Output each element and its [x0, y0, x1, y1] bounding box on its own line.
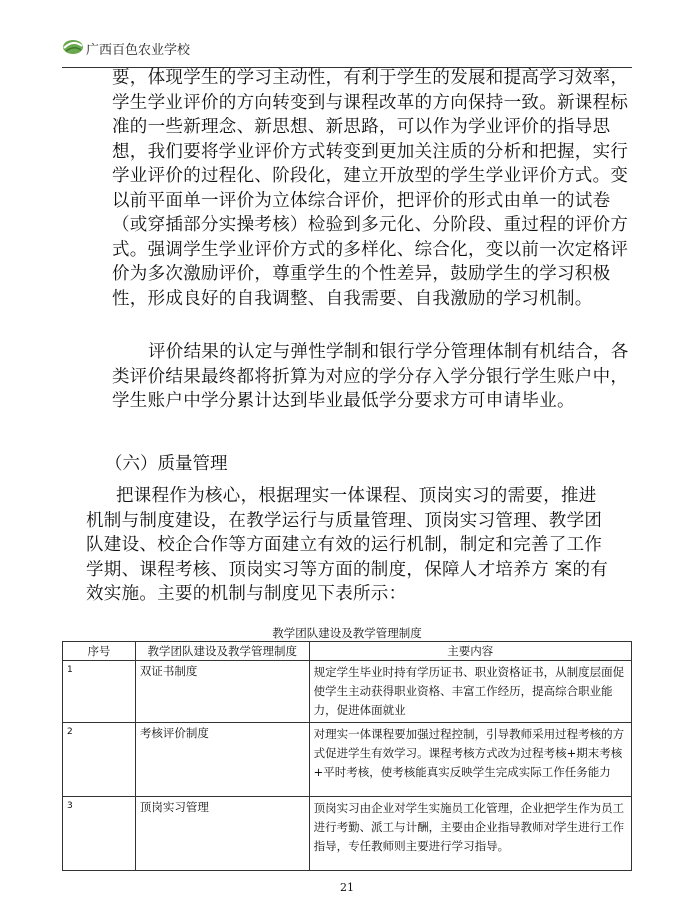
header-system: 教学团队建设及教学管理制度 [135, 642, 309, 661]
school-logo-icon [62, 37, 84, 55]
row-content: 规定学生毕业时持有学历证书、职业资格证书，从制度层面促使学生主动获得职业资格、丰富工作经历，提高综合职业能力，促进体面就业 [309, 661, 631, 723]
page-number: 21 [340, 881, 354, 894]
row-index: 1 [63, 661, 136, 723]
page-header [62, 35, 632, 68]
row-system-name: 顶岗实习管理 [135, 797, 309, 871]
row-index: 2 [63, 723, 136, 797]
row-system-name: 考核评价制度 [135, 723, 309, 797]
row-content: 顶岗实习由企业对学生实施员工化管理，企业把学生作为员工进行考勤、派工与计酬，主要由企业指导教师对学生进行工作指导，专任教师则主要进行学习指导。 [309, 797, 631, 871]
school-name: 广西百色农业学校 [86, 43, 191, 58]
row-system-name: 双证书制度 [135, 661, 309, 723]
header-index: 序号 [63, 642, 136, 661]
header-content: 主要内容 [309, 642, 631, 661]
table-row [63, 661, 632, 723]
body-paragraph-2: 评价结果的认定与弹性学制和银行学分管理体制有机结合，各类评价结果最终都将折算为对应的学分存入学分银行学生账户中，学生账户中学分累计达到毕业最低学分要求方可申请毕业。 [112, 342, 629, 411]
body-paragraph-3: 把课程作为核心，根据理实一体课程、顶岗实习的需要，推进机制与制度建设，在教学运行与质量管理、顶岗实习管理、教学团队建设、校企合作等方面建立有效的运行机制，制定和完善了工作学期、课程考核、顶岗实习等方面的制度，保障人才培养方 案的有效实施。主要的机制与制度见下表所示： [86, 486, 609, 604]
table-header-row [63, 642, 632, 661]
body-paragraph-1: 要，体现学生的学习主动性，有利于学生的发展和提高学习效率，学生学业评价的方向转变到与课程改革的方向保持一致。新课程标准的一些新理念、新思想、新思路，可以作为学业评价的指导思想，我们要将学业评价方式转变到更加关注质的分析和把握，实行学业评价的过程化、阶段化，建立开放型的学生学业评价方式。变以前平面单一评价为立体综合评价，把评价的形式由单一的试卷（或穿插部分实操考核）检验到多元化、分阶段、重过程的评价方式。强调学生学业评价方式的多样化、综合化，变以前一次定格评价为多次激励评价，尊重学生的个性差异，鼓励学生的学习积极性，形成良好的自我调整、自我需要、自我激励的学习机制。 [112, 68, 629, 309]
table-row [63, 797, 632, 871]
management-system-table [62, 641, 632, 871]
row-content: 对理实一体课程要加强过程控制，引导教师采用过程考核的方式促进学生有效学习。课程考核方式改为过程考核+期末考核+平时考核，使考核能真实反映学生完成实际工作任务能力 [309, 723, 631, 797]
table-caption: 教学团队建设及教学管理制度 [272, 626, 422, 640]
table-row [63, 723, 632, 797]
section-heading: （六）质量管理 [105, 454, 228, 474]
row-index: 3 [63, 797, 136, 871]
